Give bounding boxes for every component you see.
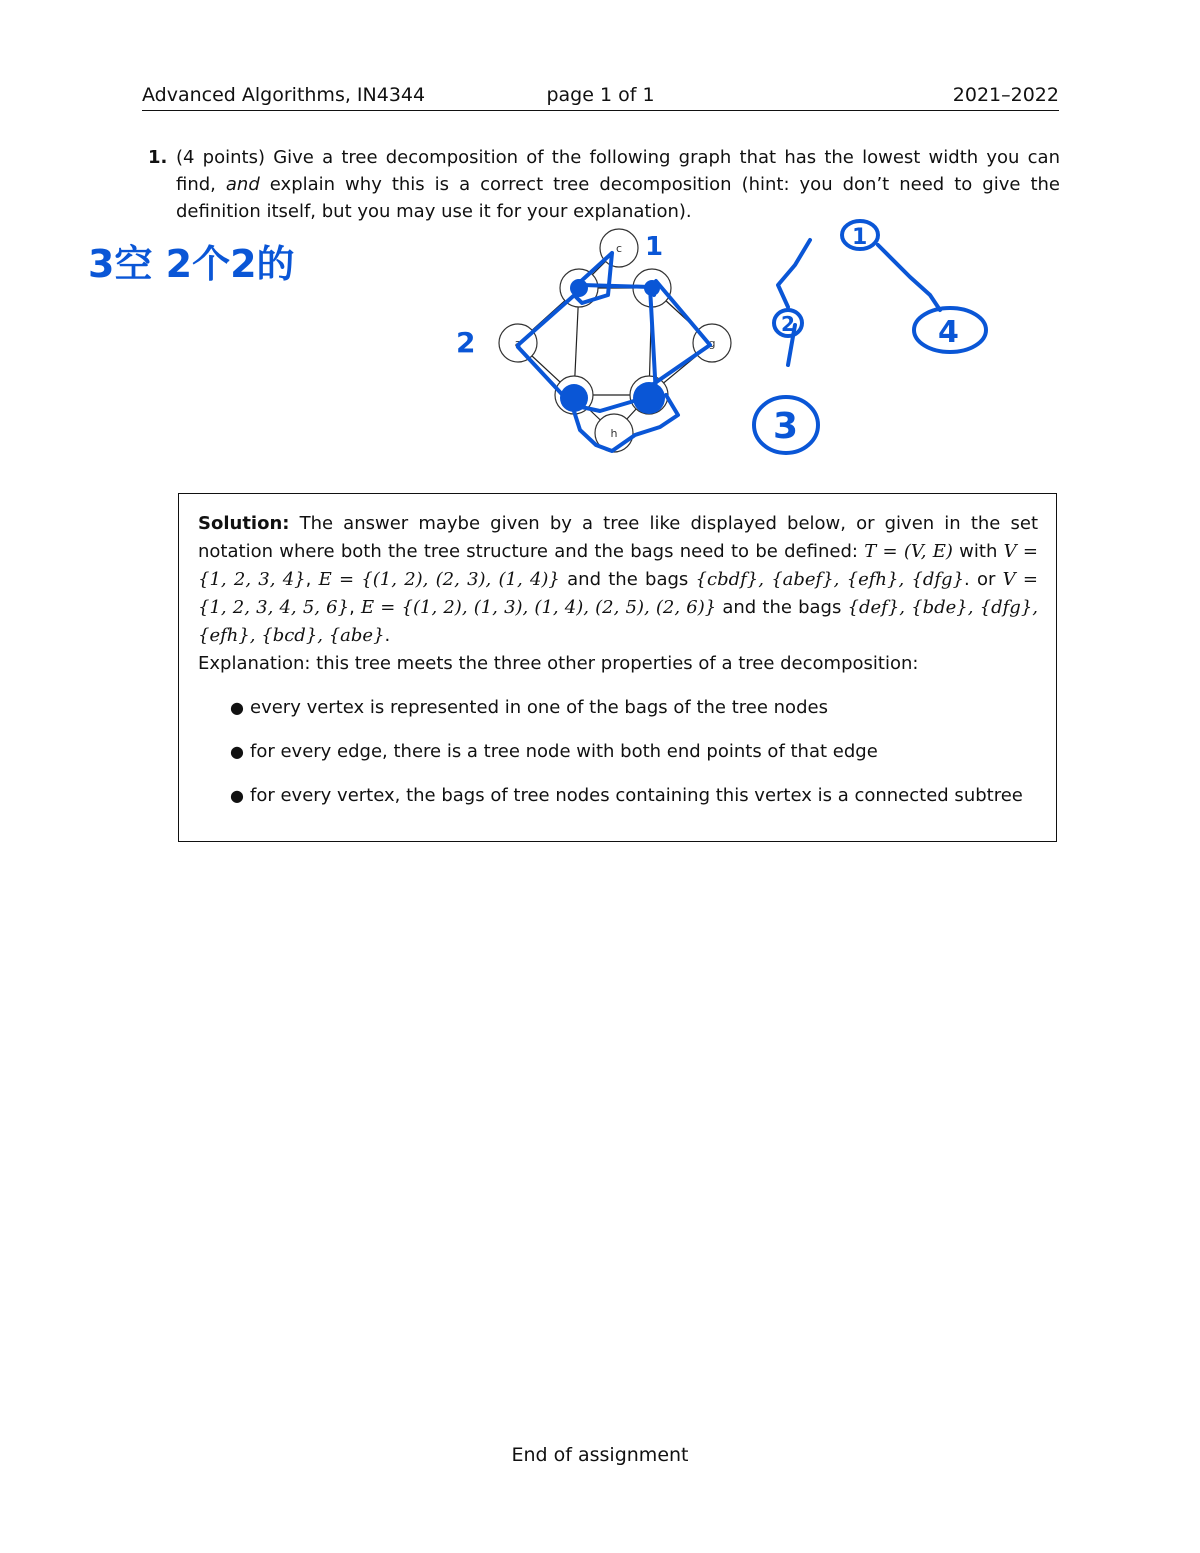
list-item: ● every vertex is represented in one of the bags of the tree nodes (250, 694, 1038, 722)
edge-set-1: E = {(1, 2), (2, 3), (1, 4)} (318, 569, 560, 590)
question-text: (4 points) Give a tree decomposition of the following graph that has the lowest width you can find, and explain why this is a correct tree decomposition (hint: you don’t need to give the definition itself, but you may use it for your explanation). (176, 147, 1060, 222)
edge-set-2: E = {(1, 2), (1, 3), (1, 4), (2, 5), (2, 6)} (360, 597, 717, 618)
graph-figure (60, 215, 1060, 475)
tree-tuple: T = (V, E) (864, 541, 953, 562)
page-header (142, 84, 1059, 110)
bullet-icon: ● (230, 742, 244, 761)
question-1 (148, 144, 1060, 225)
bullet-icon: ● (230, 698, 244, 717)
handwritten-label-1: 1 (645, 232, 664, 262)
vertex-labels (515, 242, 716, 440)
footer-text: End of assignment (511, 1444, 689, 1466)
tree-node-3: 3 (773, 406, 799, 447)
solution-box (178, 493, 1057, 842)
header-divider (142, 110, 1059, 111)
vertex-label-g: g (708, 337, 716, 350)
page-number: page 1 of 1 (546, 84, 655, 106)
bags-2: {def}, {bde}, {dfg}, {efh}, {bcd}, {abe} (198, 597, 1038, 646)
question-number: 1. (148, 147, 168, 168)
bags-1: {cbdf}, {abef}, {efh}, {dfg} (695, 569, 965, 590)
property-list (198, 694, 1038, 810)
handwritten-note: 3空 2个2的 (88, 242, 295, 286)
graph-and-annotations (60, 215, 1060, 475)
tree-node-1: 1 (852, 225, 868, 250)
list-item: ● for every edge, there is a tree node with both end points of that edge (250, 738, 1038, 766)
bullet-icon: ● (230, 786, 244, 805)
vertex-label-h: h (610, 427, 618, 440)
vertex-label-a: a (514, 337, 522, 350)
solution-paragraph: Solution: The answer maybe given by a tree like displayed below, or given in the set notation where both the tree structure and the bags need to be defined: T = (V, E) with V = {1, 2, 3, 4}, E = {(1, 2), (2, 3), (1, 4)} and the bags {cbdf}, {abef}, {efh}, {dfg}. or V = {1, 2, 3, 4, 5, 6}, E = {(1, 2), (1, 3), (1, 4), (2, 5), (2, 6)} and the bags {def}, {bde}, {dfg}, {efh}, {bcd}, {abe}. (198, 513, 1038, 646)
academic-year: 2021–2022 (952, 84, 1059, 106)
solution-label: Solution: (198, 513, 290, 534)
tree-node-2: 2 (781, 312, 795, 336)
list-item: ● for every vertex, the bags of tree nodes containing this vertex is a connected subtree (250, 782, 1038, 810)
explanation: Explanation: this tree meets the three other properties of a tree decomposition: (198, 653, 919, 674)
emphasis-and: and (225, 174, 260, 195)
course-title: Advanced Algorithms, IN4344 (142, 84, 426, 106)
vertex-label-c: c (615, 242, 623, 255)
handwritten-label-2: 2 (456, 326, 476, 359)
vertex-set-2: V = {1, 2, 3, 4, 5, 6} (198, 569, 1038, 618)
graph-vertices (499, 229, 731, 452)
tree-node-4: 4 (938, 315, 959, 350)
vertex-set-1: V = {1, 2, 3, 4} (198, 541, 1038, 590)
